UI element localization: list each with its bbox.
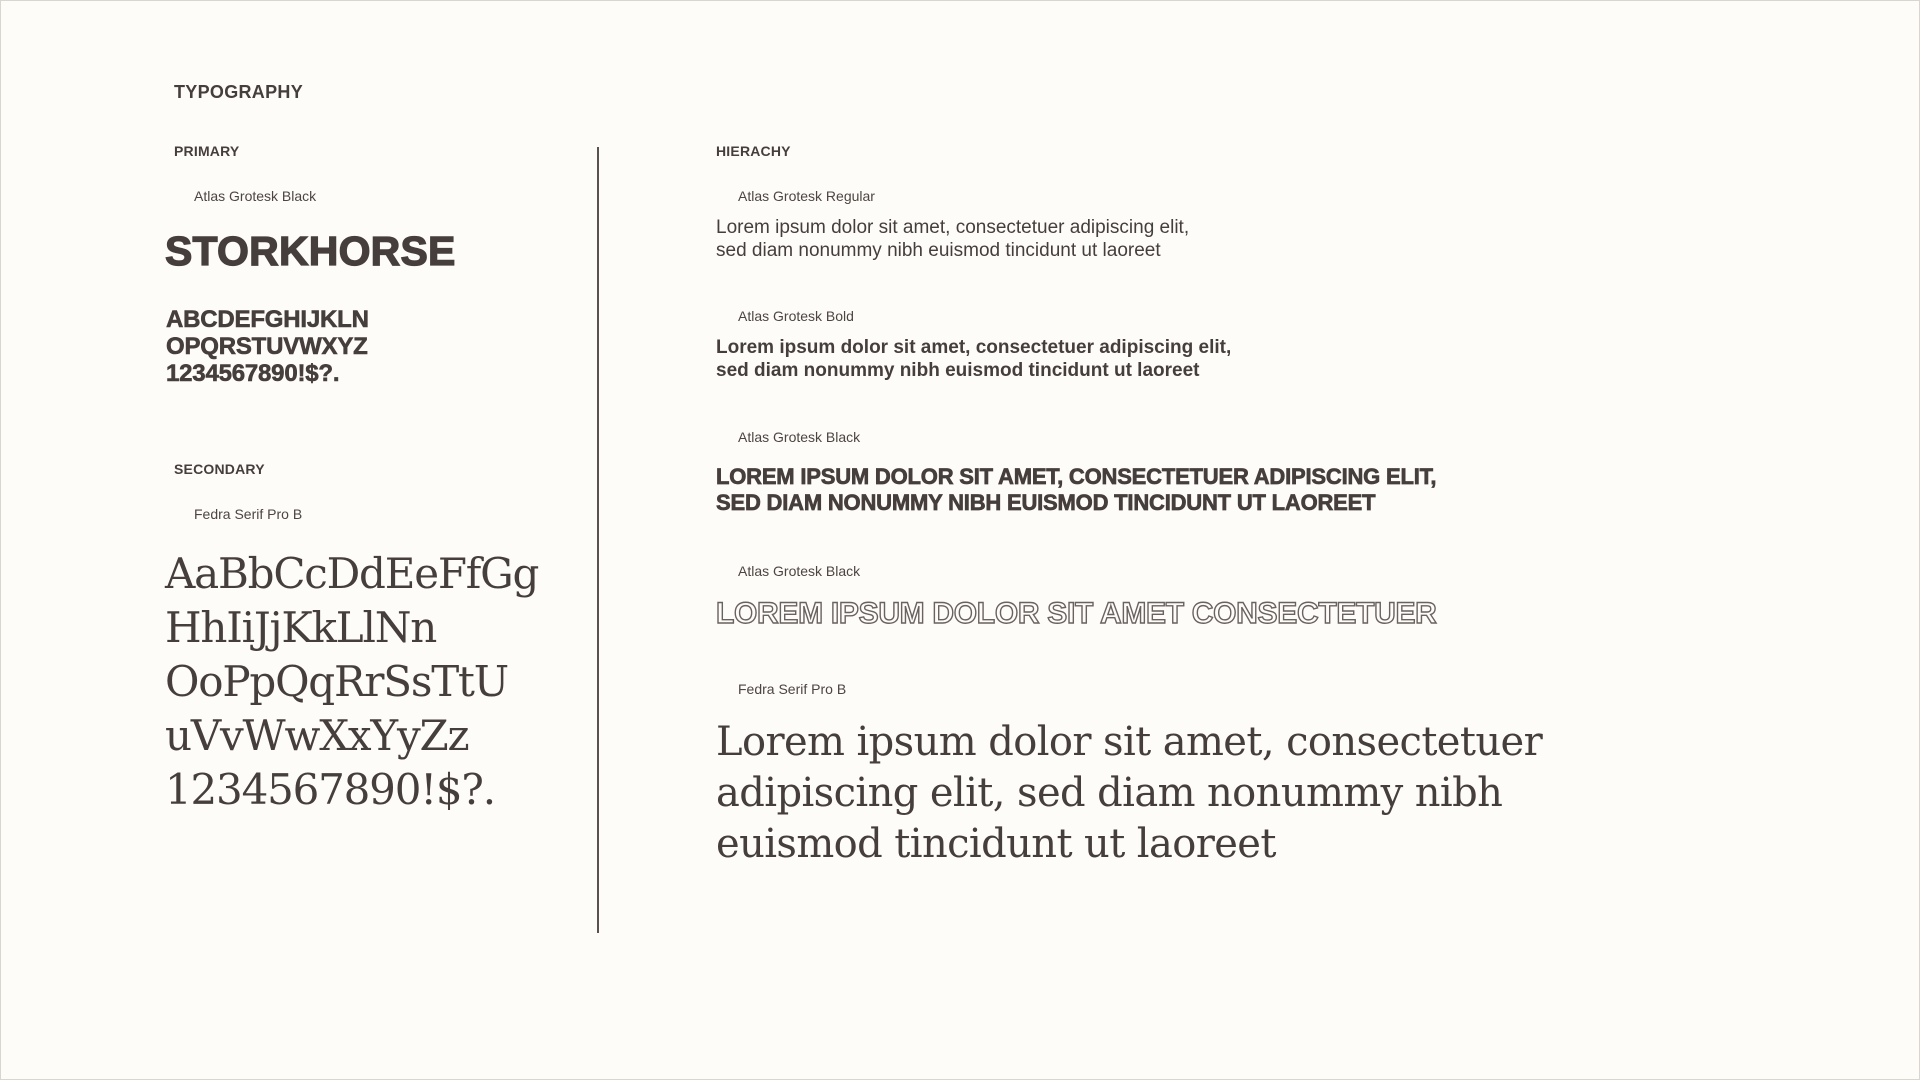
column-divider: [597, 147, 599, 933]
glyph-line: 1234567890!$?.: [166, 360, 340, 387]
glyph-line: AaBbCcDdEeFfGg: [165, 549, 539, 598]
glyph-line: OoPpQqRrSsTtU: [165, 657, 508, 706]
sample-outline-text: [716, 597, 1437, 631]
sample-line: euismod tincidunt ut laoreet: [716, 821, 1276, 867]
sample-line: LOREM IPSUM DOLOR SIT AMET CONSECTETUER: [716, 597, 1437, 630]
sample-line: SED DIAM NONUMMY NIBH EUISMOD TINCIDUNT UT LAOREET: [716, 490, 1376, 515]
sample-line: sed diam nonummy nibh euismod tincidunt ut laoreet: [716, 360, 1200, 381]
brand-wordmark: STORKHORSE: [165, 228, 456, 274]
glyph-line: 1234567890!$?.: [165, 765, 495, 814]
glyph-line: HhIiJjKkLlNn: [165, 603, 437, 652]
sample-font-name: Atlas Grotesk Bold: [738, 308, 854, 324]
glyph-line: uVvWwXxYyZz: [165, 711, 469, 760]
sample-line: adipiscing elit, sed diam nonummy nibh: [716, 770, 1503, 816]
sample-line: Lorem ipsum dolor sit amet, consectetuer adipiscing elit,: [716, 337, 1232, 358]
hierarchy-label: HIERACHY: [716, 143, 791, 159]
primary-font-name: Atlas Grotesk Black: [194, 188, 317, 204]
glyph-line: OPQRSTUVWXYZ: [166, 333, 368, 360]
sample-font-name: Atlas Grotesk Black: [738, 429, 861, 445]
primary-glyph-set: [166, 306, 369, 387]
sample-font-name: Atlas Grotesk Black: [738, 563, 861, 579]
sample-font-name: Fedra Serif Pro B: [738, 681, 847, 697]
sample-regular-text: [716, 216, 1189, 262]
secondary-font-name: Fedra Serif Pro B: [194, 506, 303, 522]
sample-serif-text: [716, 717, 1542, 870]
sample-black-text: [716, 464, 1436, 516]
sample-line: LOREM IPSUM DOLOR SIT AMET, CONSECTETUER ADIPISCING ELIT,: [716, 464, 1437, 489]
secondary-label: SECONDARY: [174, 461, 265, 477]
glyph-line: ABCDEFGHIJKLN: [166, 306, 369, 333]
sample-bold-text: [716, 336, 1231, 382]
page-title: TYPOGRAPHY: [174, 82, 304, 102]
sample-font-name: Atlas Grotesk Regular: [738, 188, 875, 204]
primary-label: PRIMARY: [174, 143, 240, 159]
secondary-glyph-set: [165, 547, 538, 817]
sample-line: Lorem ipsum dolor sit amet, consectetuer adipiscing elit,: [716, 217, 1190, 238]
sample-line: sed diam nonummy nibh euismod tincidunt ut laoreet: [716, 240, 1161, 261]
sample-line: Lorem ipsum dolor sit amet, consectetuer: [716, 719, 1543, 765]
